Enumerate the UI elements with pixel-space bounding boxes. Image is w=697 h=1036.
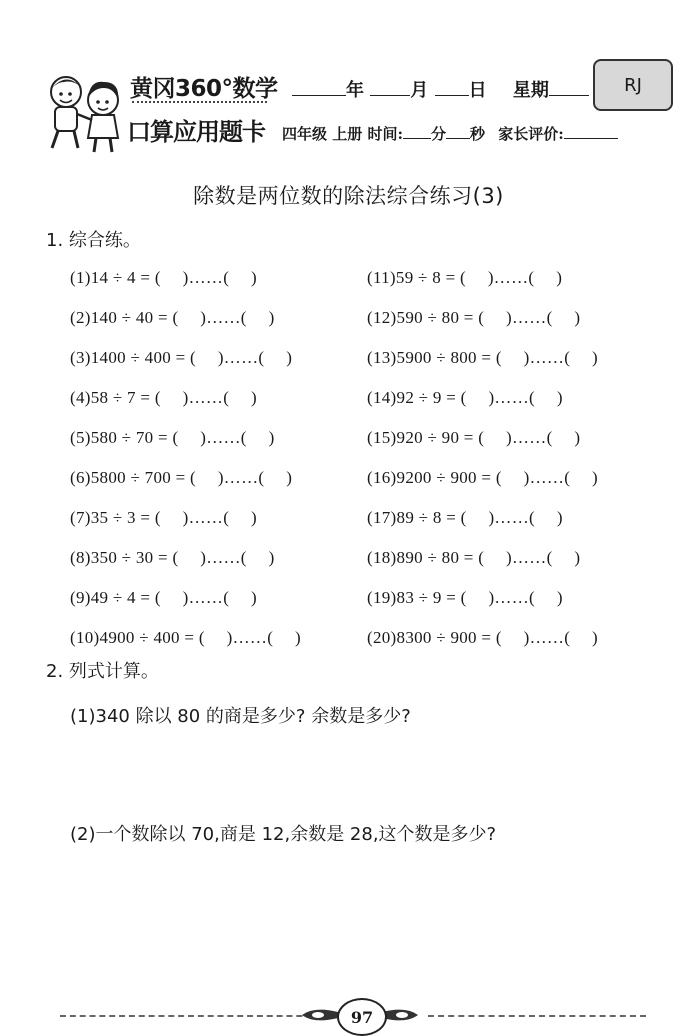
exercise-5: (5)580 ÷ 70 = ( )……( ): [70, 428, 275, 447]
exercise-14: (14)92 ÷ 9 = ( )……( ): [367, 388, 563, 407]
page-title: 除数是两位数的除法综合练习(3): [193, 184, 504, 208]
edition-badge: RJ: [593, 59, 673, 111]
second-blank: [446, 122, 470, 139]
exercise-1: (1)14 ÷ 4 = ( )……( ): [70, 268, 257, 287]
minute-blank: [403, 122, 431, 139]
page-number: 97: [337, 998, 387, 1036]
time-label: 时间:: [367, 125, 404, 143]
day-label: 日: [468, 80, 487, 101]
month-blank: [370, 79, 410, 96]
exercise-16: (16)9200 ÷ 900 = ( )……( ): [367, 468, 598, 487]
weekday-label: 星期: [512, 80, 549, 101]
exercise-10: (10)4900 ÷ 400 = ( )……( ): [70, 628, 301, 647]
exercise-12: (12)590 ÷ 80 = ( )……( ): [367, 308, 581, 327]
footer-dashed-line-left: [60, 1015, 322, 1017]
footer-dashed-line-right: [428, 1015, 646, 1017]
minute-label: 分: [431, 125, 447, 143]
brand-subtitle: 口算应用题卡: [127, 118, 265, 146]
exercise-9: (9)49 ÷ 4 = ( )……( ): [70, 588, 257, 607]
parent-eval-label: 家长评价:: [498, 125, 564, 143]
month-label: 月: [410, 80, 429, 101]
exercise-11: (11)59 ÷ 8 = ( )……( ): [367, 268, 563, 287]
day-blank: [435, 79, 469, 96]
exercise-7: (7)35 ÷ 3 = ( )……( ): [70, 508, 257, 527]
parent-eval-blank: [564, 122, 618, 139]
grade-label: 四年级 上册: [282, 125, 363, 143]
footer-ornament-left-icon: [300, 1006, 340, 1024]
exercise-13: (13)5900 ÷ 800 = ( )……( ): [367, 348, 598, 367]
cartoon-kids-logo: [38, 70, 138, 155]
word-problem-2: (2)一个数除以 70,商是 12,余数是 28,这个数是多少?: [70, 824, 497, 845]
exercise-4: (4)58 ÷ 7 = ( )……( ): [70, 388, 257, 407]
exercise-6: (6)5800 ÷ 700 = ( )……( ): [70, 468, 293, 487]
exercise-18: (18)890 ÷ 80 = ( )……( ): [367, 548, 581, 567]
exercise-15: (15)920 ÷ 90 = ( )……( ): [367, 428, 581, 447]
section1-heading: 1. 综合练。: [46, 230, 141, 251]
brand-title: 黄冈360°数学: [130, 76, 278, 102]
exercise-19: (19)83 ÷ 9 = ( )……( ): [367, 588, 563, 607]
year-label: 年: [346, 80, 364, 101]
year-blank: [292, 79, 346, 96]
exercise-3: (3)1400 ÷ 400 = ( )……( ): [70, 348, 293, 367]
brand-divider: [132, 101, 267, 103]
word-problem-1: (1)340 除以 80 的商是多少? 余数是多少?: [70, 706, 411, 727]
weekday-blank: [549, 79, 589, 96]
exercise-17: (17)89 ÷ 8 = ( )……( ): [367, 508, 563, 527]
exercise-8: (8)350 ÷ 30 = ( )……( ): [70, 548, 275, 567]
date-row: [292, 76, 589, 102]
second-label: 秒: [470, 125, 486, 143]
info-row: [282, 122, 618, 144]
section2-heading: 2. 列式计算。: [46, 661, 159, 682]
exercise-2: (2)140 ÷ 40 = ( )……( ): [70, 308, 275, 327]
exercise-20: (20)8300 ÷ 900 = ( )……( ): [367, 628, 598, 647]
